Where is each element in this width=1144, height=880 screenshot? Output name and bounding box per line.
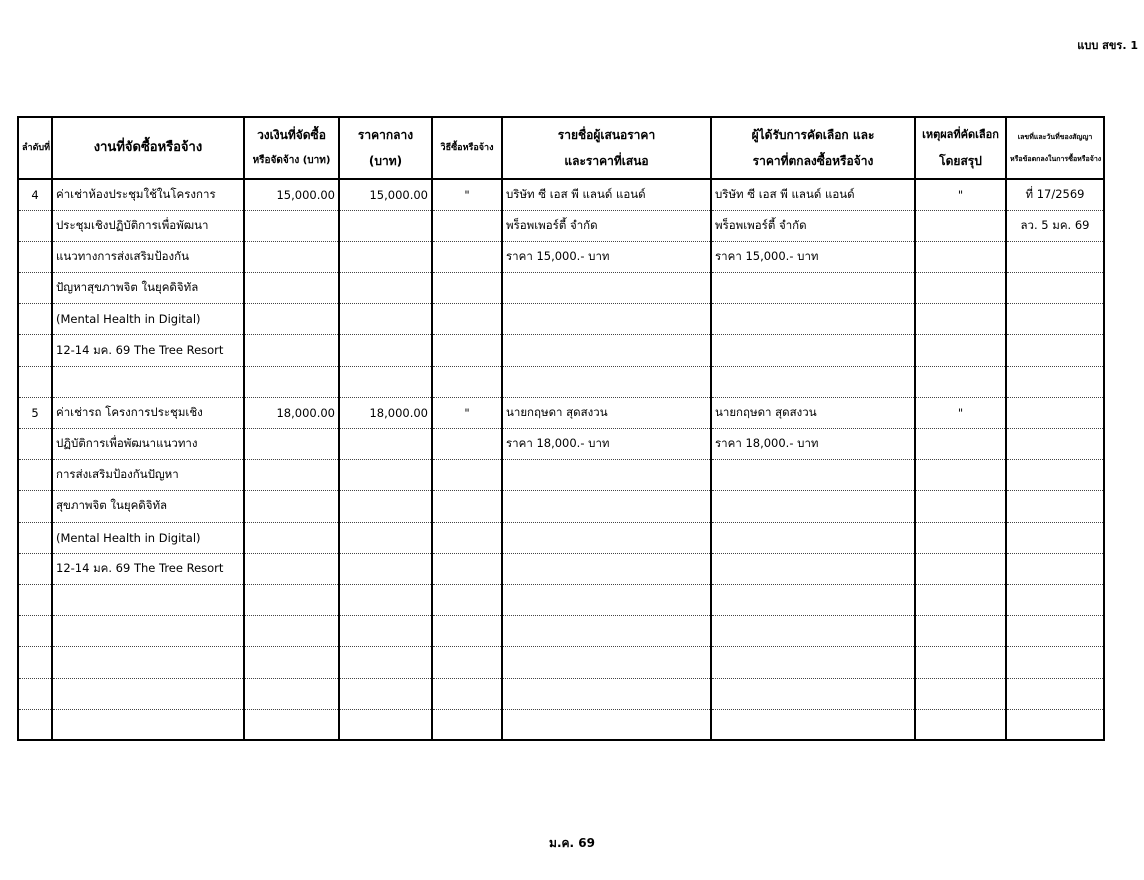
cell-bidder xyxy=(502,584,711,615)
cell-item: แนวทางการส่งเสริมป้องกัน xyxy=(52,241,244,272)
table-row xyxy=(18,678,1104,709)
cell-item xyxy=(52,366,244,397)
cell-no xyxy=(18,304,52,335)
cell-item: ค่าเช่ารถ โครงการประชุมเชิง xyxy=(52,397,244,428)
cell-median xyxy=(339,616,432,647)
cell-method xyxy=(432,210,502,241)
cell-budget: 18,000.00 xyxy=(244,397,339,428)
table-row xyxy=(18,397,1104,428)
header-bidders-line1: รายชื่อผู้เสนอราคา xyxy=(557,128,656,142)
header-median xyxy=(339,117,432,179)
cell-no: 4 xyxy=(18,179,52,210)
table-row xyxy=(18,429,1104,460)
cell-contract xyxy=(1006,522,1104,553)
cell-reason xyxy=(915,366,1006,397)
cell-item xyxy=(52,584,244,615)
cell-bidder xyxy=(502,616,711,647)
form-code: แบบ สขร. 1 xyxy=(1077,39,1138,52)
cell-bidder xyxy=(502,491,711,522)
cell-budget xyxy=(244,429,339,460)
cell-no xyxy=(18,709,52,740)
cell-contract xyxy=(1006,460,1104,491)
cell-item: (Mental Health in Digital) xyxy=(52,304,244,335)
cell-no xyxy=(18,273,52,304)
cell-contract xyxy=(1006,366,1104,397)
cell-no xyxy=(18,522,52,553)
cell-contract xyxy=(1006,429,1104,460)
cell-bidder xyxy=(502,553,711,584)
table-row xyxy=(18,460,1104,491)
table-row xyxy=(18,179,1104,210)
cell-reason xyxy=(915,584,1006,615)
cell-winner xyxy=(711,491,915,522)
cell-winner: ราคา 18,000.- บาท xyxy=(711,429,915,460)
cell-median xyxy=(339,241,432,272)
cell-budget xyxy=(244,491,339,522)
header-median-line1: ราคากลาง xyxy=(357,128,414,142)
cell-item: 12-14 มค. 69 The Tree Resort xyxy=(52,335,244,366)
table-row xyxy=(18,709,1104,740)
cell-method xyxy=(432,335,502,366)
table-row xyxy=(18,366,1104,397)
cell-item xyxy=(52,709,244,740)
cell-budget xyxy=(244,584,339,615)
cell-winner xyxy=(711,304,915,335)
cell-item: การส่งเสริมป้องกันปัญหา xyxy=(52,460,244,491)
cell-method xyxy=(432,553,502,584)
cell-reason: " xyxy=(915,179,1006,210)
cell-budget: 15,000.00 xyxy=(244,179,339,210)
cell-method: " xyxy=(432,397,502,428)
cell-winner xyxy=(711,616,915,647)
header-contract-line2: หรือข้อตกลงในการซื้อหรือจ้าง xyxy=(1010,155,1102,163)
cell-bidder xyxy=(502,304,711,335)
cell-median xyxy=(339,210,432,241)
header-reason-line2: โดยสรุป xyxy=(939,154,982,168)
table-row xyxy=(18,522,1104,553)
cell-contract xyxy=(1006,616,1104,647)
cell-item xyxy=(52,647,244,678)
cell-reason xyxy=(915,210,1006,241)
cell-reason xyxy=(915,335,1006,366)
cell-budget xyxy=(244,304,339,335)
cell-bidder: ราคา 15,000.- บาท xyxy=(502,241,711,272)
cell-winner xyxy=(711,647,915,678)
cell-winner xyxy=(711,553,915,584)
cell-no xyxy=(18,491,52,522)
cell-no xyxy=(18,553,52,584)
cell-bidder xyxy=(502,273,711,304)
cell-bidder xyxy=(502,522,711,553)
cell-budget xyxy=(244,335,339,366)
cell-no xyxy=(18,366,52,397)
cell-median xyxy=(339,366,432,397)
cell-contract xyxy=(1006,678,1104,709)
header-reason xyxy=(915,117,1006,179)
cell-bidder xyxy=(502,366,711,397)
table-row xyxy=(18,273,1104,304)
cell-median xyxy=(339,304,432,335)
cell-budget xyxy=(244,460,339,491)
cell-budget xyxy=(244,210,339,241)
cell-item: ประชุมเชิงปฏิบัติการเพื่อพัฒนา xyxy=(52,210,244,241)
header-winner xyxy=(711,117,915,179)
cell-item: ค่าเช่าห้องประชุมใช้ในโครงการ xyxy=(52,179,244,210)
cell-budget xyxy=(244,366,339,397)
cell-item: ปฏิบัติการเพื่อพัฒนาแนวทาง xyxy=(52,429,244,460)
table-body xyxy=(18,179,1104,740)
table-row xyxy=(18,335,1104,366)
header-bidders xyxy=(502,117,711,179)
cell-median xyxy=(339,491,432,522)
cell-median xyxy=(339,709,432,740)
header-bidders-line2: และราคาที่เสนอ xyxy=(564,154,649,168)
header-method: วิธีซื้อหรือจ้าง xyxy=(432,117,502,179)
cell-reason xyxy=(915,491,1006,522)
cell-budget xyxy=(244,241,339,272)
cell-contract xyxy=(1006,241,1104,272)
cell-method xyxy=(432,491,502,522)
cell-method xyxy=(432,647,502,678)
cell-budget xyxy=(244,709,339,740)
cell-median xyxy=(339,553,432,584)
cell-contract: ลว. 5 มค. 69 xyxy=(1006,210,1104,241)
cell-median xyxy=(339,335,432,366)
cell-method xyxy=(432,366,502,397)
cell-contract xyxy=(1006,647,1104,678)
cell-median: 18,000.00 xyxy=(339,397,432,428)
cell-median: 15,000.00 xyxy=(339,179,432,210)
cell-no xyxy=(18,241,52,272)
cell-method xyxy=(432,522,502,553)
header-budget-line2: หรือจัดจ้าง (บาท) xyxy=(252,155,331,166)
cell-item: (Mental Health in Digital) xyxy=(52,522,244,553)
cell-contract xyxy=(1006,335,1104,366)
cell-bidder: ราคา 18,000.- บาท xyxy=(502,429,711,460)
cell-bidder xyxy=(502,647,711,678)
table-row xyxy=(18,304,1104,335)
cell-winner xyxy=(711,584,915,615)
header-contract xyxy=(1006,117,1104,179)
table-row xyxy=(18,210,1104,241)
cell-method xyxy=(432,584,502,615)
cell-reason: " xyxy=(915,397,1006,428)
cell-contract xyxy=(1006,584,1104,615)
cell-contract xyxy=(1006,709,1104,740)
header-reason-line1: เหตุผลที่คัดเลือก xyxy=(922,128,999,141)
cell-method xyxy=(432,273,502,304)
cell-winner xyxy=(711,460,915,491)
cell-reason xyxy=(915,553,1006,584)
cell-method xyxy=(432,616,502,647)
cell-median xyxy=(339,273,432,304)
cell-reason xyxy=(915,616,1006,647)
cell-winner xyxy=(711,366,915,397)
procurement-table xyxy=(17,116,1105,741)
cell-winner xyxy=(711,709,915,740)
cell-contract: ที่ 17/2569 xyxy=(1006,179,1104,210)
cell-no xyxy=(18,678,52,709)
cell-bidder xyxy=(502,460,711,491)
cell-bidder: พร็อพเพอร์ตี้ จำกัด xyxy=(502,210,711,241)
cell-reason xyxy=(915,522,1006,553)
header-median-line2: (บาท) xyxy=(368,154,403,168)
table-row xyxy=(18,241,1104,272)
cell-no xyxy=(18,335,52,366)
cell-median xyxy=(339,429,432,460)
cell-budget xyxy=(244,553,339,584)
header-budget-line1: วงเงินที่จัดซื้อ xyxy=(257,128,326,142)
cell-budget xyxy=(244,522,339,553)
cell-winner xyxy=(711,678,915,709)
cell-median xyxy=(339,522,432,553)
header-contract-line1: เลขที่และวันที่ของสัญญา xyxy=(1017,133,1093,141)
cell-method xyxy=(432,241,502,272)
header-no: ลำดับที่ xyxy=(18,117,52,179)
cell-reason xyxy=(915,241,1006,272)
cell-method xyxy=(432,304,502,335)
cell-reason xyxy=(915,304,1006,335)
cell-method xyxy=(432,678,502,709)
cell-method xyxy=(432,460,502,491)
cell-item: 12-14 มค. 69 The Tree Resort xyxy=(52,553,244,584)
cell-no xyxy=(18,429,52,460)
cell-item xyxy=(52,678,244,709)
cell-budget xyxy=(244,616,339,647)
cell-item: สุขภาพจิต ในยุคดิจิทัล xyxy=(52,491,244,522)
cell-reason xyxy=(915,678,1006,709)
cell-median xyxy=(339,584,432,615)
cell-winner: บริษัท ซี เอส พี แลนด์ แอนด์ xyxy=(711,179,915,210)
cell-winner: พร็อพเพอร์ตี้ จำกัด xyxy=(711,210,915,241)
cell-bidder xyxy=(502,678,711,709)
cell-budget xyxy=(244,647,339,678)
cell-no xyxy=(18,460,52,491)
cell-median xyxy=(339,678,432,709)
cell-contract xyxy=(1006,553,1104,584)
table-row xyxy=(18,647,1104,678)
cell-contract xyxy=(1006,491,1104,522)
cell-budget xyxy=(244,273,339,304)
cell-no: 5 xyxy=(18,397,52,428)
cell-contract xyxy=(1006,397,1104,428)
cell-no xyxy=(18,616,52,647)
cell-bidder: นายกฤษดา สุดสงวน xyxy=(502,397,711,428)
cell-reason xyxy=(915,429,1006,460)
cell-winner: นายกฤษดา สุดสงวน xyxy=(711,397,915,428)
cell-median xyxy=(339,647,432,678)
cell-item xyxy=(52,616,244,647)
header-winner-line1: ผู้ได้รับการคัดเลือก และ xyxy=(751,128,875,142)
cell-item: ปัญหาสุขภาพจิต ในยุคดิจิทัล xyxy=(52,273,244,304)
cell-budget xyxy=(244,678,339,709)
cell-winner xyxy=(711,522,915,553)
cell-median xyxy=(339,460,432,491)
cell-contract xyxy=(1006,304,1104,335)
footer-date: ม.ค. 69 xyxy=(549,836,595,850)
table-row xyxy=(18,491,1104,522)
cell-winner xyxy=(711,273,915,304)
header-winner-line2: ราคาที่ตกลงซื้อหรือจ้าง xyxy=(752,154,874,168)
cell-winner: ราคา 15,000.- บาท xyxy=(711,241,915,272)
cell-no xyxy=(18,210,52,241)
header-row xyxy=(18,117,1104,179)
cell-contract xyxy=(1006,273,1104,304)
cell-bidder: บริษัท ซี เอส พี แลนด์ แอนด์ xyxy=(502,179,711,210)
cell-reason xyxy=(915,273,1006,304)
cell-bidder xyxy=(502,335,711,366)
cell-reason xyxy=(915,647,1006,678)
table-row xyxy=(18,553,1104,584)
cell-bidder xyxy=(502,709,711,740)
cell-method xyxy=(432,429,502,460)
header-budget xyxy=(244,117,339,179)
cell-no xyxy=(18,584,52,615)
cell-method xyxy=(432,709,502,740)
table-row xyxy=(18,616,1104,647)
cell-winner xyxy=(711,335,915,366)
cell-reason xyxy=(915,709,1006,740)
header-item: งานที่จัดซื้อหรือจ้าง xyxy=(52,117,244,179)
cell-no xyxy=(18,647,52,678)
table-row xyxy=(18,584,1104,615)
cell-method: " xyxy=(432,179,502,210)
cell-reason xyxy=(915,460,1006,491)
